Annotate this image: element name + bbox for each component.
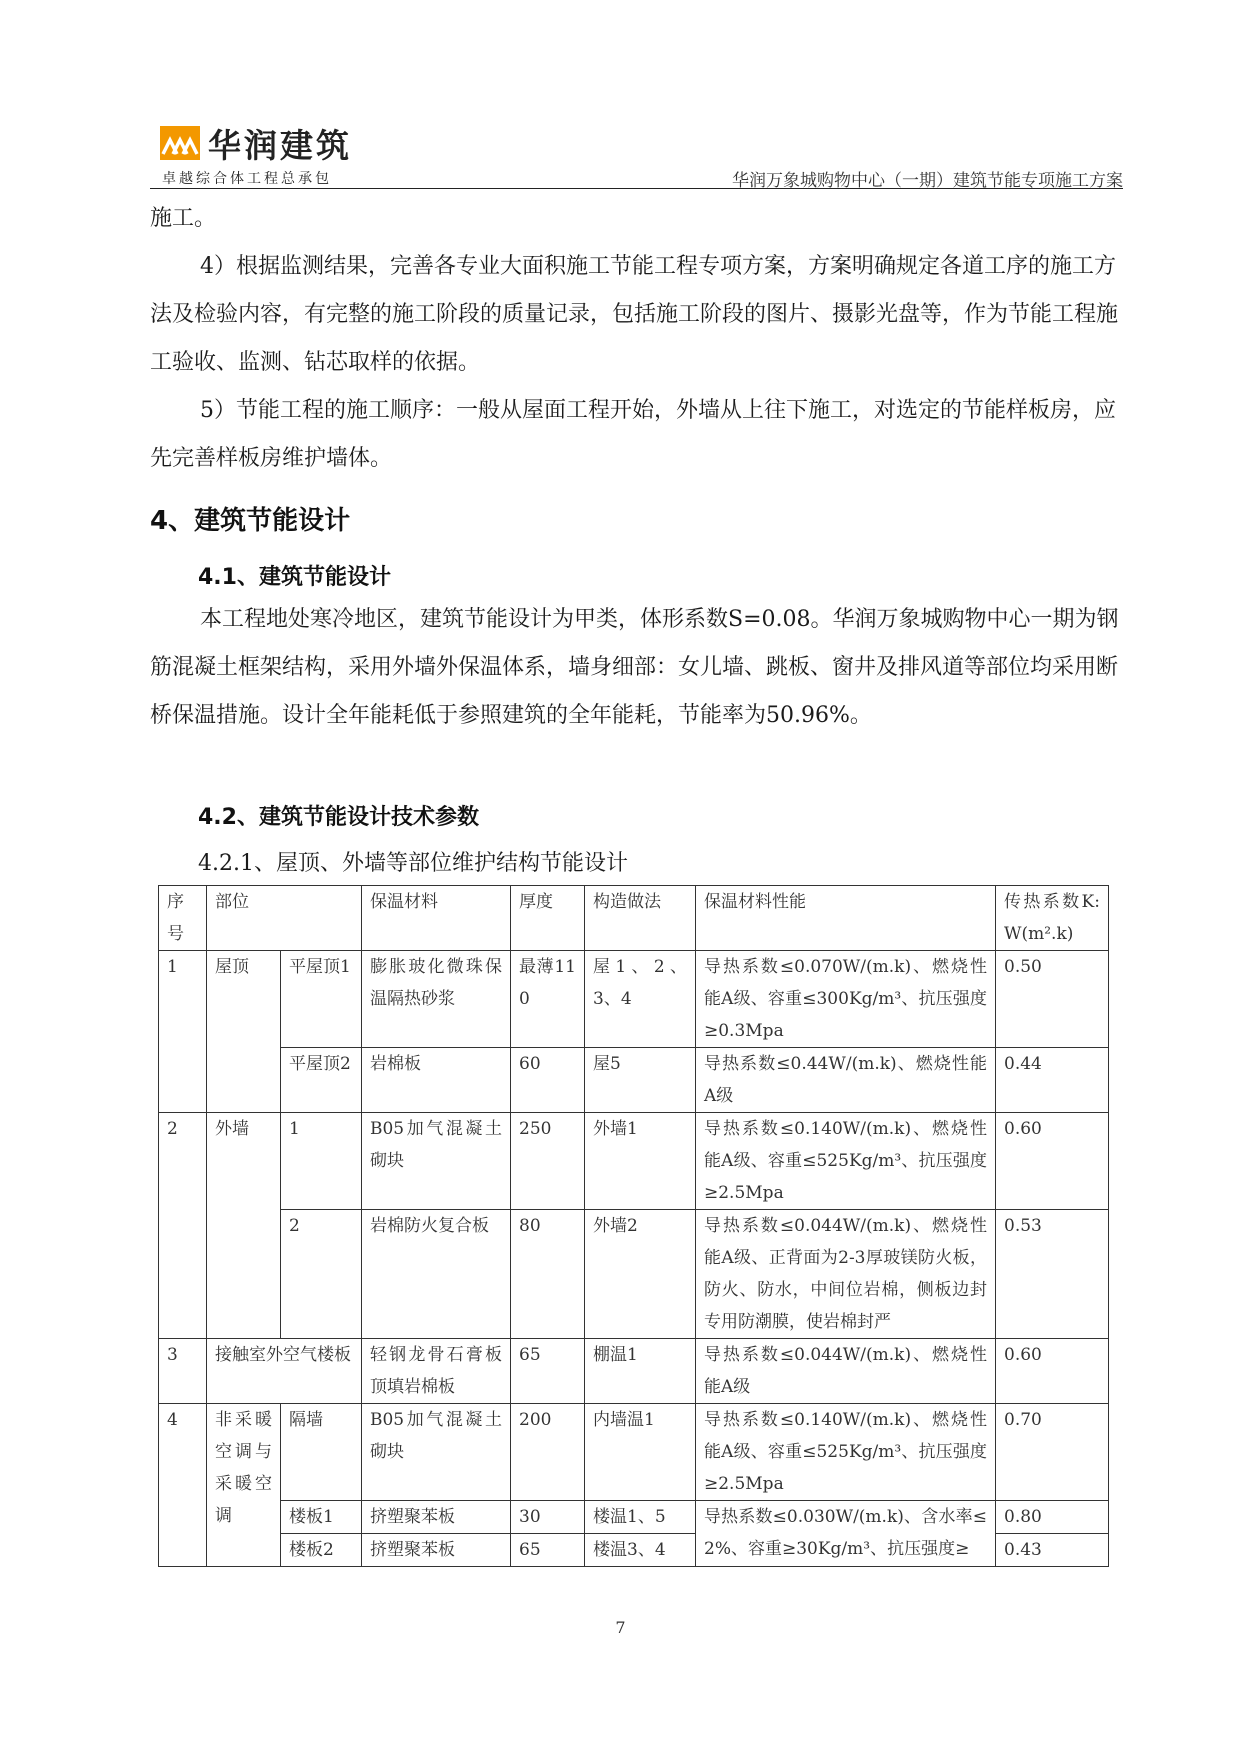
table-cell: 棚温1: [585, 1339, 696, 1404]
table-cell: 导热系数≤0.044W/(m.k)、燃烧性能A级: [696, 1339, 996, 1404]
table-cell: 膨胀玻化微珠保温隔热砂浆: [362, 951, 511, 1048]
table-cell: B05加气混凝土砌块: [362, 1404, 511, 1501]
table-cell: 内墙温1: [585, 1404, 696, 1501]
table-cell: 0.50: [996, 951, 1109, 1048]
table-cell: 最薄110: [511, 951, 585, 1048]
brand-slogan: 卓越综合体工程总承包: [162, 171, 332, 187]
header-cell: 保温材料: [362, 886, 511, 951]
table-row: [159, 1339, 1109, 1404]
table-cell: 2: [281, 1210, 362, 1339]
table-cell: 导热系数≤0.070W/(m.k)、燃烧性能A级、容重≤300Kg/m³、抗压强度≥0.3Mpa: [696, 951, 996, 1048]
table-cell: 30: [511, 1501, 585, 1534]
table-cell: 挤塑聚苯板: [362, 1534, 511, 1567]
table-cell: 岩棉防火复合板: [362, 1210, 511, 1339]
table-row: [159, 951, 1109, 1048]
table-cell: 接触室外空气楼板: [207, 1339, 362, 1404]
paragraph: 5）节能工程的施工顺序：一般从屋面工程开始，外墙从上往下施工，对选定的节能样板房，应先完善样板房维护墙体。: [150, 398, 1117, 471]
section-body: [150, 596, 1123, 740]
section-heading: 4、建筑节能设计: [150, 506, 351, 536]
header-cell: 传热系数K:W(m².k): [996, 886, 1109, 951]
table-cell: 60: [511, 1048, 585, 1113]
table-cell: 导热系数≤0.44W/(m.k)、燃烧性能A级: [696, 1048, 996, 1113]
table-cell: 0.80: [996, 1501, 1109, 1534]
china-resources-logo-icon: [160, 126, 200, 160]
table-cell: 2: [159, 1113, 207, 1339]
table-cell: 外墙1: [585, 1113, 696, 1210]
paragraph: 施工。: [150, 206, 217, 231]
header-cell: 厚度: [511, 886, 585, 951]
table-cell: 导热系数≤0.140W/(m.k)、燃烧性能A级、容重≤525Kg/m³、抗压强度≥2.5Mpa: [696, 1404, 996, 1501]
table-cell: 楼温3、4: [585, 1534, 696, 1567]
table-cell: 0.53: [996, 1210, 1109, 1339]
table-cell: 导热系数≤0.140W/(m.k)、燃烧性能A级、容重≤525Kg/m³、抗压强度≥2.5Mpa: [696, 1113, 996, 1210]
table-cell: 轻钢龙骨石膏板顶填岩棉板: [362, 1339, 511, 1404]
table-cell: 1: [159, 951, 207, 1113]
table-cell: 平屋顶2: [281, 1048, 362, 1113]
table-cell: 导热系数≤0.044W/(m.k)、燃烧性能A级、正背面为2-3厚玻镁防火板，防火、防水，中间位岩棉，侧板边封专用防潮膜，使岩棉封严: [696, 1210, 996, 1339]
table-cell: 3: [159, 1339, 207, 1404]
table-row: [159, 1501, 1109, 1534]
page-number: 7: [615, 1618, 626, 1637]
table-cell: 外墙2: [585, 1210, 696, 1339]
table-cell: 屋5: [585, 1048, 696, 1113]
table-cell: 导热系数≤0.030W/(m.k)、含水率≤2%、容重≥30Kg/m³、抗压强度≥: [696, 1501, 996, 1567]
table-cell: 外墙: [207, 1113, 281, 1339]
table-cell: 80: [511, 1210, 585, 1339]
page-header: [150, 120, 1123, 189]
table-cell: 0.60: [996, 1113, 1109, 1210]
table-cell: 平屋顶1: [281, 951, 362, 1048]
table-row: [159, 1113, 1109, 1210]
header-cell: 保温材料性能: [696, 886, 996, 951]
table-cell: 65: [511, 1534, 585, 1567]
table-cell: B05加气混凝土砌块: [362, 1113, 511, 1210]
table-cell: 非采暖空调与采暖空调: [207, 1404, 281, 1567]
table-caption: 4.2.1、屋顶、外墙等部位维护结构节能设计: [198, 851, 628, 876]
table-cell: 4: [159, 1404, 207, 1567]
project-title: 华润万象城购物中心（一期）建筑节能专项施工方案: [732, 171, 1123, 191]
table-cell: 楼板2: [281, 1534, 362, 1567]
table-cell: 楼温1、5: [585, 1501, 696, 1534]
table-cell: 0.44: [996, 1048, 1109, 1113]
insulation-spec-table: [158, 885, 1109, 1567]
table-header-row: [159, 886, 1109, 951]
table-cell: 0.43: [996, 1534, 1109, 1567]
table-cell: 隔墙: [281, 1404, 362, 1501]
table-row: [159, 1404, 1109, 1501]
table-cell: 250: [511, 1113, 585, 1210]
table-row: [159, 1048, 1109, 1113]
table-cell: 0.70: [996, 1404, 1109, 1501]
header-cell: 序号: [159, 886, 207, 951]
paragraph: 本工程地处寒冷地区，建筑节能设计为甲类，体形系数S=0.08。华润万象城购物中心一期为钢筋混凝土框架结构，采用外墙外保温体系，墙身细部：女儿墙、跳板、窗井及排风道等部位均采用断桥保温措施。设计全年能耗低于参照建筑的全年能耗，节能率为50.96%。: [150, 607, 1119, 728]
table-row: [159, 1210, 1109, 1339]
table-cell: 屋顶: [207, 951, 281, 1113]
table-cell: 65: [511, 1339, 585, 1404]
brand-name: 华润建筑: [208, 126, 352, 165]
subsection-heading: 4.1、建筑节能设计: [198, 565, 391, 590]
table-cell: 200: [511, 1404, 585, 1501]
table-cell: 岩棉板: [362, 1048, 511, 1113]
paragraph: 4）根据监测结果，完善各专业大面积施工节能工程专项方案，方案明确规定各道工序的施工方法及检验内容，有完整的施工阶段的质量记录，包括施工阶段的图片、摄影光盘等，作为节能工程施工验收、监测、钻芯取样的依据。: [150, 254, 1119, 375]
subsection-heading: 4.2、建筑节能设计技术参数: [198, 805, 479, 830]
table-cell: 楼板1: [281, 1501, 362, 1534]
table-cell: 屋1、2、3、4: [585, 951, 696, 1048]
table-cell: 0.60: [996, 1339, 1109, 1404]
body-continuation: [150, 195, 1123, 483]
header-cell: 部位: [207, 886, 362, 951]
header-cell: 构造做法: [585, 886, 696, 951]
table-cell: 1: [281, 1113, 362, 1210]
table-cell: 挤塑聚苯板: [362, 1501, 511, 1534]
